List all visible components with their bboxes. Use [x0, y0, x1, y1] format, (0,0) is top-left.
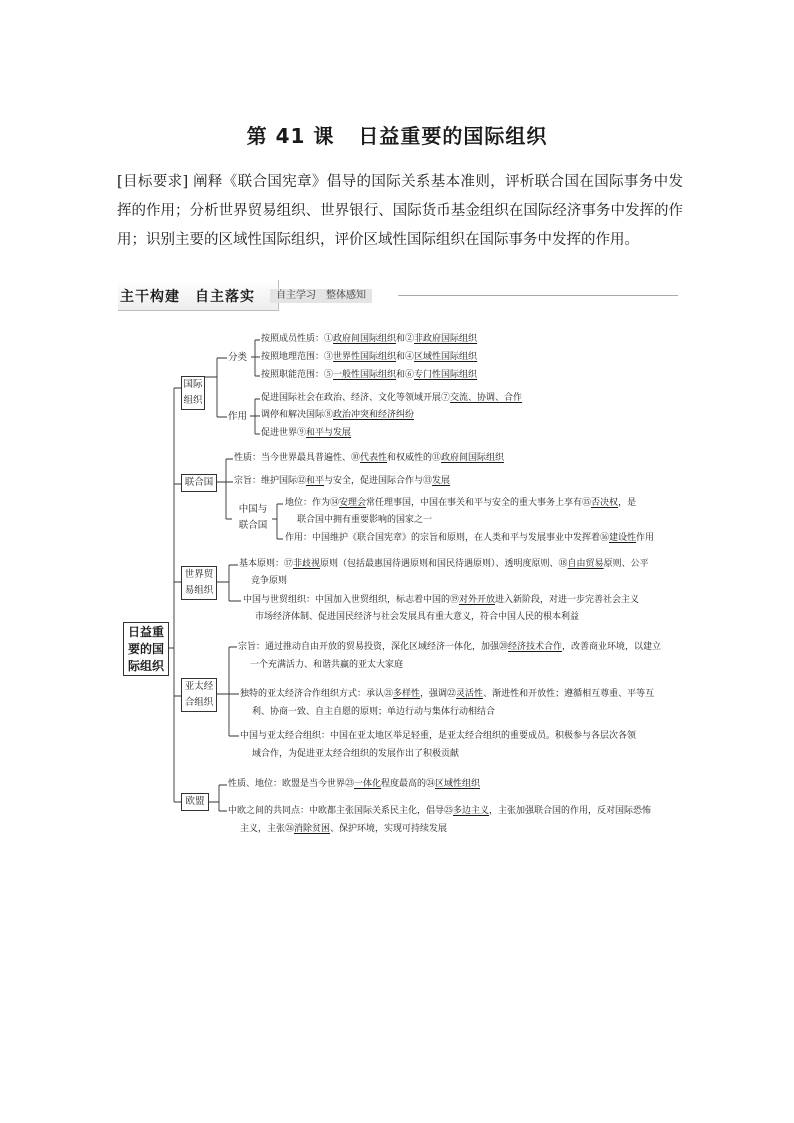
leaf-wto-china — [243, 592, 639, 626]
answer-4: 区域性国际组织 — [414, 352, 478, 362]
answer-10: 代表性 — [360, 453, 388, 463]
node-wto-label: 世界贸易组织 — [184, 569, 214, 596]
leaf-cls-2 — [261, 349, 477, 366]
leaf-eu-nature — [228, 776, 480, 793]
answer-13: 发展 — [432, 476, 451, 486]
section-title: 主干构建 自主落实 — [120, 289, 255, 305]
node-apec — [181, 678, 217, 712]
t: 独特的亚太经济合作组织方式：承认㉑ — [240, 689, 394, 699]
answer-24: 区域性组织 — [435, 779, 481, 789]
node-eu-label: 欧盟 — [185, 796, 205, 807]
t: 基本原则：⑰ — [239, 559, 294, 569]
objectives-text: 阐释《联合国宪章》倡导的国际关系基本准则，评析联合国在国际事务中发挥的作用；分析世界贸易组织、世界银行、国际货币基金组织在国际经济事务中发挥的作用；识别主要的区域性国际组织，评价区域性国际组织在国际事务中发挥的作用。 — [117, 174, 683, 248]
t: 一个充满活力、和谐共赢的亚太大家庭 — [250, 660, 404, 670]
node-wto — [181, 566, 217, 600]
t: 中国与世贸组织：中国加入世贸组织，标志着中国的⑲ — [243, 595, 460, 605]
t: 按照成员性质：① — [261, 334, 334, 344]
t: 常任理事国，中国在事关和平与安全的重大事务上享有⑮ — [366, 498, 592, 508]
leaf-un-nature — [234, 450, 504, 467]
answer-20: 经济技术合作 — [508, 642, 563, 652]
lesson-number: 第 41 课 — [246, 124, 335, 148]
t: 宗旨：维护国际⑫ — [234, 476, 307, 486]
t: 按照地理范围：③ — [261, 352, 334, 362]
t: ，是 — [618, 498, 637, 508]
node-intl-org-label: 国际组织 — [183, 379, 203, 406]
t: 促进国际社会在政治、经济、文化等领域开展⑦ — [261, 393, 451, 403]
t: 市场经济体制、促进国民经济与社会发展具有重大意义，符合中国人民的根本利益 — [255, 612, 580, 622]
t: ，改善商业环境，以建立 — [562, 642, 662, 652]
t: 和④ — [396, 352, 415, 362]
t: ，强调㉒ — [420, 689, 457, 699]
answer-21: 多样性 — [393, 689, 421, 699]
leaf-wto-principles — [239, 556, 649, 590]
answer-5: 一般性国际组织 — [333, 370, 397, 380]
t: 与安全，促进国际合作与⑬ — [324, 476, 433, 486]
leaf-fn-3 — [261, 425, 351, 442]
t: 进入新阶段，对进一步完善社会主义 — [495, 595, 640, 605]
t: 地位：作为⑭ — [285, 498, 340, 508]
t: 原则（包括最惠国待遇原则和国民待遇原则）、透明度原则、⑱ — [320, 559, 568, 569]
t: 联合国中拥有重要影响的国家之一 — [297, 515, 433, 525]
node-un-label: 联合国 — [184, 477, 214, 488]
t: 和⑥ — [396, 370, 415, 380]
objectives-label: [目标要求] — [117, 174, 189, 190]
t: 域合作，为促进亚太经合组织的发展作出了积极贡献 — [252, 749, 460, 759]
t: 性质：当今世界最具普遍性、⑩ — [234, 453, 361, 463]
leaf-cls-3 — [261, 367, 477, 384]
leaf-cls-1 — [261, 331, 477, 348]
label-china-un: 中国与联合国 — [238, 504, 268, 531]
leaf-apec-china — [240, 727, 636, 763]
label-classification: 分类 — [228, 352, 248, 363]
leaf-fn-1 — [261, 390, 522, 407]
t: 原则、公平 — [603, 559, 649, 569]
t: 、保护环境，实现可持续发展 — [330, 824, 448, 834]
answer-3: 世界性国际组织 — [333, 352, 397, 362]
answer-6: 专门性国际组织 — [414, 370, 478, 380]
leaf-un-purpose — [234, 473, 450, 490]
answer-18: 自由贸易 — [567, 559, 604, 569]
t: 作用 — [636, 533, 655, 543]
t: 调停和解决国际⑧ — [261, 410, 334, 420]
t: 作用：中国维护《联合国宪章》的宗旨和原则，在人类和平与发展事业中发挥着⑯ — [285, 533, 610, 543]
answer-26: 消除贫困 — [294, 824, 331, 834]
leaf-apec-purpose — [238, 638, 661, 674]
answer-17: 非歧视 — [293, 559, 321, 569]
t: 中国与亚太经合组织：中国在亚太地区举足轻重，是亚太经合组织的重要成员。积极参与各层次各领 — [240, 731, 637, 741]
leaf-un-role — [285, 530, 654, 547]
answer-7: 交流、协调、合作 — [450, 393, 523, 403]
t: 中欧之间的共同点：中欧都主张国际关系民主化，倡导㉕ — [228, 806, 454, 816]
t: 竞争原则 — [251, 576, 288, 586]
t: 和权威性的⑪ — [387, 453, 442, 463]
node-un — [181, 474, 217, 492]
answer-12: 和平 — [306, 476, 325, 486]
t: 利、协商一致、自主自愿的原则；单边行动与集体行动相结合 — [252, 707, 496, 717]
t: 、渐进性和开放性；遵循相互尊重、平等互 — [483, 689, 655, 699]
t: 按照职能范围：⑤ — [261, 370, 334, 380]
root-label: 日益重要的国际组织 — [127, 625, 164, 673]
node-apec-label: 亚太经合组织 — [184, 681, 214, 708]
node-intl-org — [181, 376, 205, 410]
leaf-apec-way — [240, 685, 654, 721]
leaf-eu-common — [228, 802, 651, 838]
answer-14: 安理会 — [339, 498, 367, 508]
answer-9: 和平与发展 — [306, 428, 352, 438]
answer-16: 建设性 — [609, 533, 637, 543]
answer-1: 政府间国际组织 — [333, 334, 397, 344]
t: 和② — [396, 334, 415, 344]
answer-19: 对外开放 — [459, 595, 496, 605]
answer-15: 否决权 — [591, 498, 619, 508]
root-node — [123, 622, 169, 676]
answer-11: 政府间国际组织 — [441, 453, 505, 463]
t: 宗旨：通过推动自由开放的贸易投资，深化区域经济一体化，加强⑳ — [238, 642, 509, 652]
node-eu — [181, 793, 209, 811]
answer-8: 政治冲突和经济纠纷 — [333, 410, 415, 420]
answer-25: 多边主义 — [453, 806, 490, 816]
t: 主义，主张㉖ — [240, 824, 295, 834]
t: 性质、地位：欧盟是当今世界㉓ — [228, 779, 355, 789]
answer-23: 一体化 — [354, 779, 382, 789]
lesson-name: 日益重要的国际组织 — [358, 124, 548, 148]
leaf-un-status — [285, 495, 636, 529]
section-subtitle: 自主学习 整体感知 — [270, 289, 372, 303]
t: ，主张加强联合国的作用，反对国际恐怖 — [489, 806, 652, 816]
answer-22: 灵活性 — [456, 689, 484, 699]
answer-2: 非政府国际组织 — [414, 334, 478, 344]
t: 促进世界⑨ — [261, 428, 307, 438]
t: 程度最高的㉔ — [381, 779, 436, 789]
label-function: 作用 — [228, 411, 248, 422]
leaf-fn-2 — [261, 407, 414, 424]
